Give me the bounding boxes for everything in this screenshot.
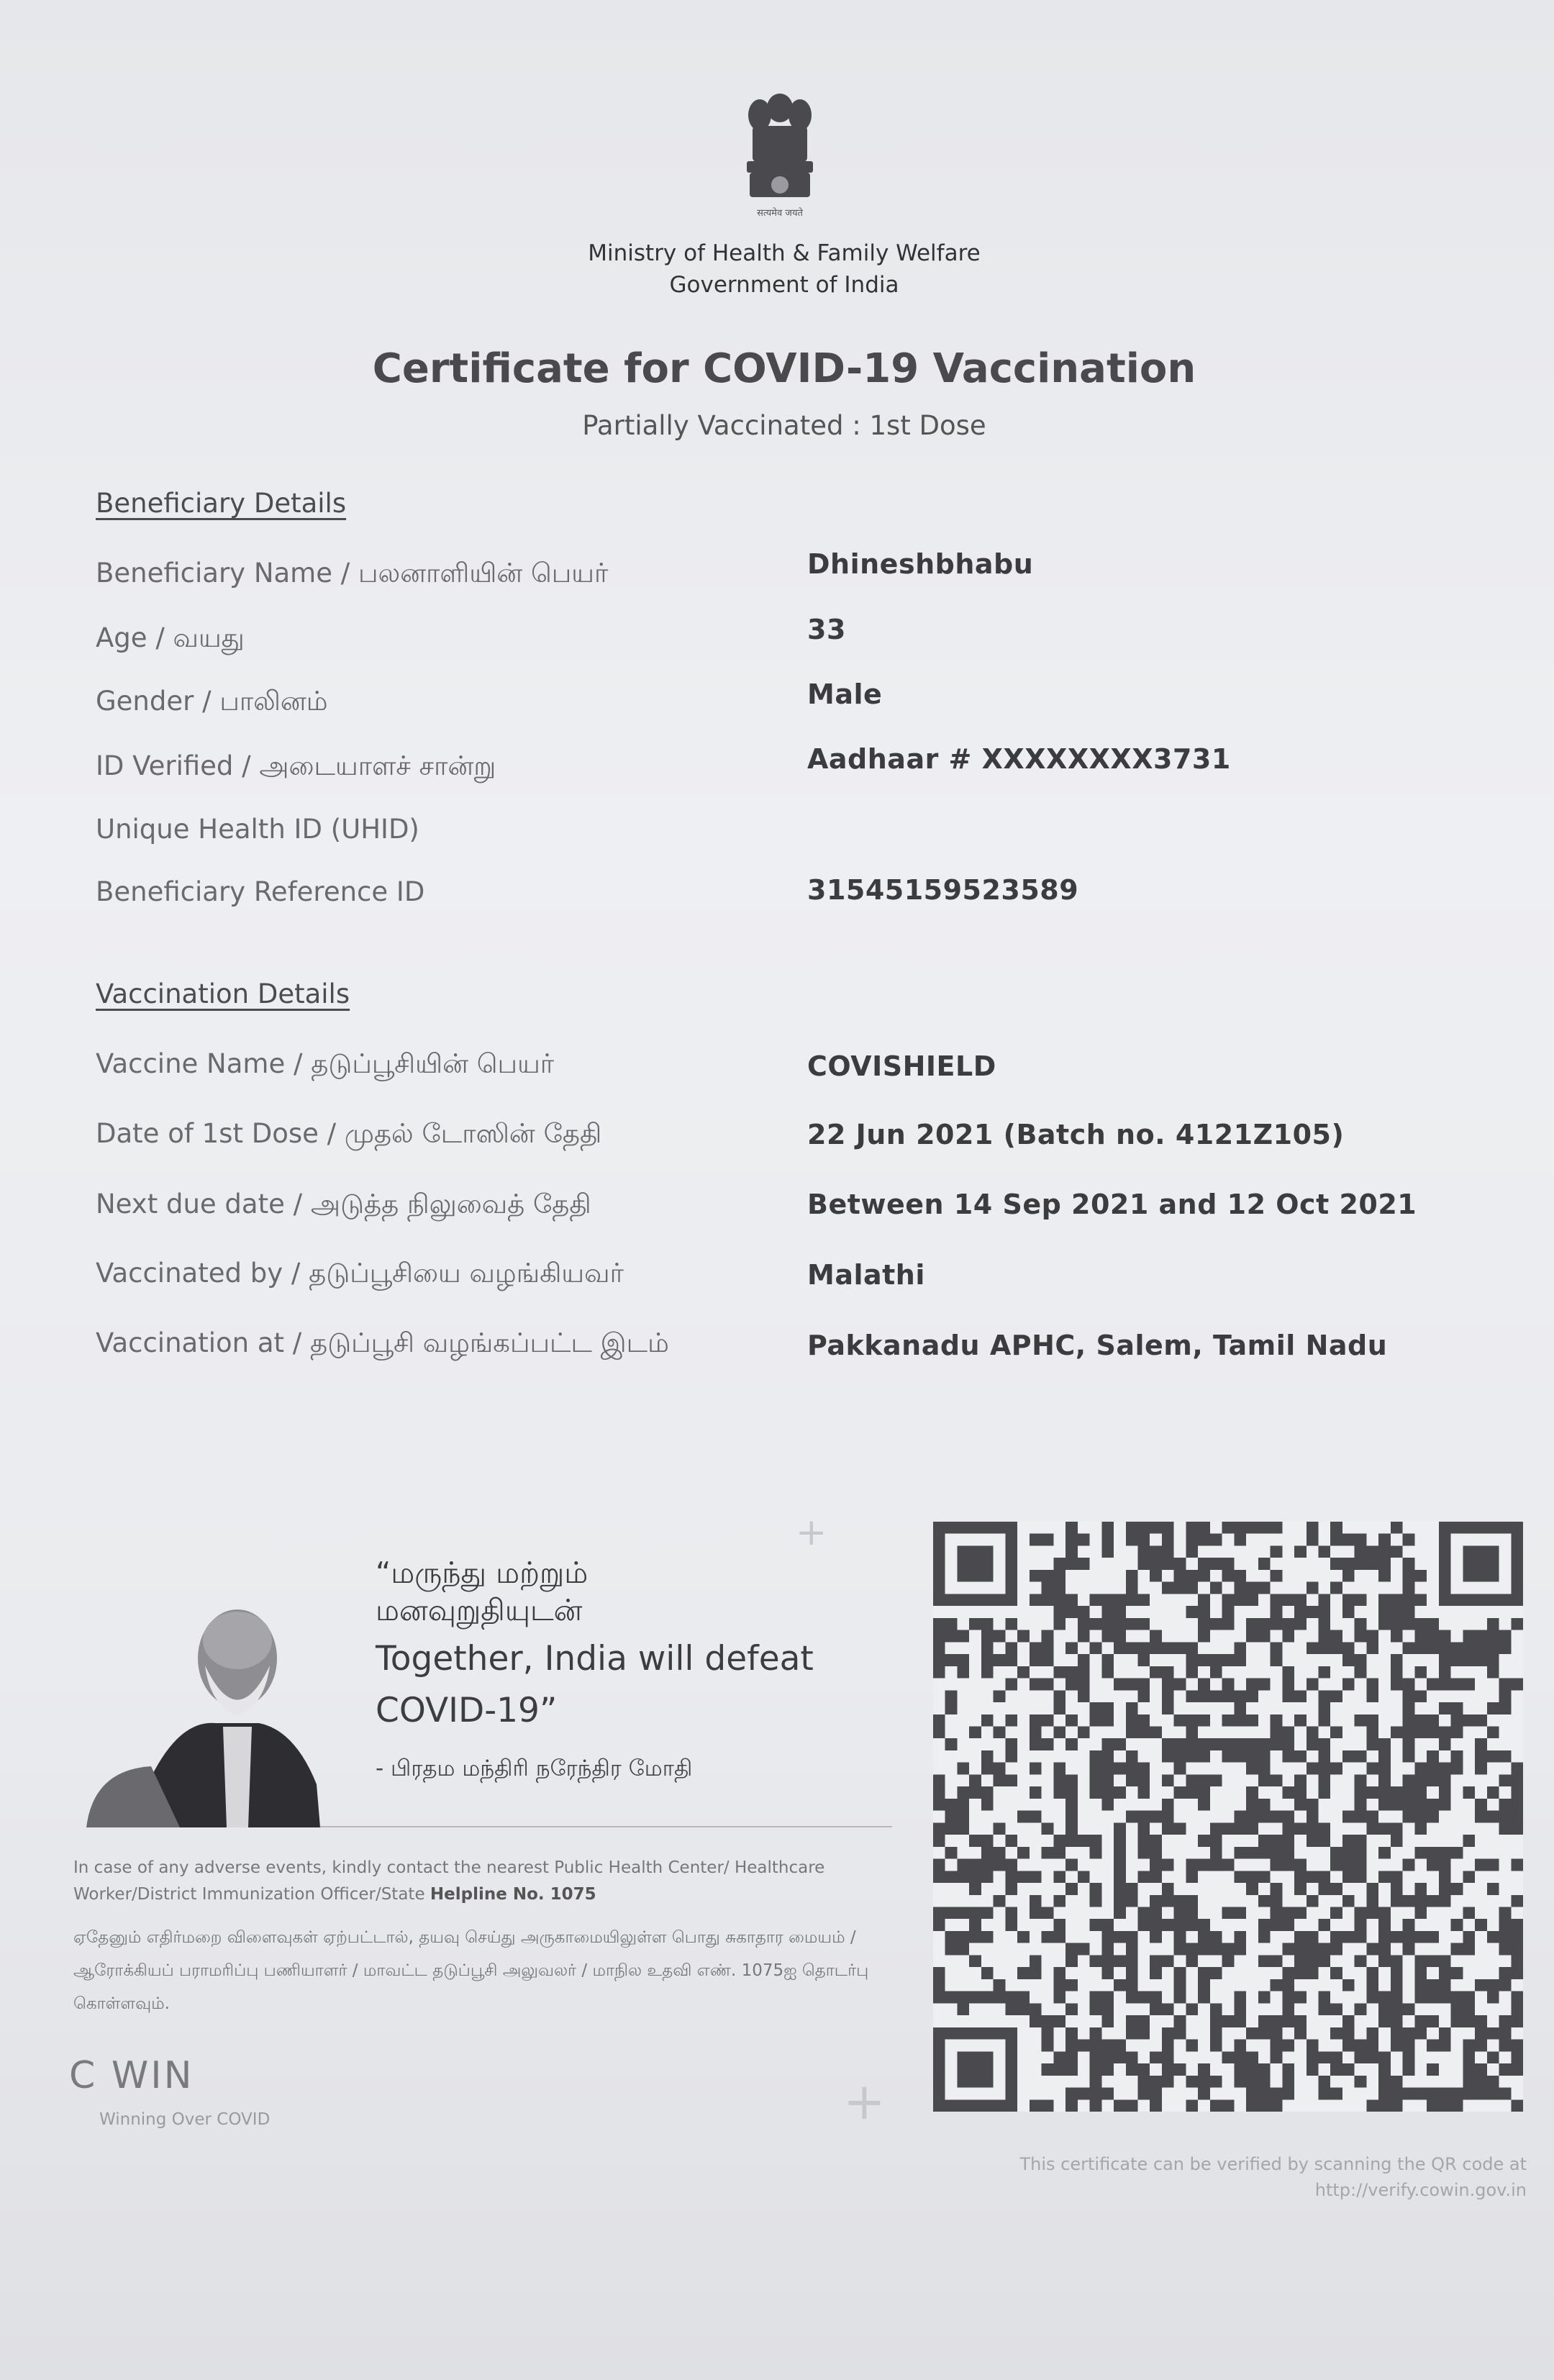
reference-id-value: 31545159523589 [807, 874, 1079, 906]
plus-mark: + [843, 2072, 886, 2131]
adverse-events-notice-tamil: ஏதேனும் எதிர்மறை விளைவுகள் ஏற்பட்டால், தயவு செய்து அருகாமையிலுள்ள பொது சுகாதார மையம் / ஆரோக்கியப் பராமரிப்பு பணியாளர் / மாவட்ட தடுப்பூசி அலுவலர் / மாநில உதவி எண். 1075ஐ தொடர்பு கொள்ளவும். [73, 1928, 869, 2013]
qr-code-icon[interactable] [930, 1522, 1526, 2112]
vaccinated-by-value: Malathi [807, 1259, 925, 1291]
adverse-events-notice: In case of any adverse events, kindly contact the nearest Public Health Center/ Healthcare Worker/District Immunization Officer/State Helpline No. 1075 [73, 1858, 825, 1904]
verification-note: This certificate can be verified by scanning the QR code at http://verify.cowin.gov.in [1019, 2154, 1527, 2200]
svg-text:सत्यमेव जयते: सत्यमेव जयते [757, 208, 803, 219]
id-verified-value: Aadhaar # XXXXXXXX3731 [807, 743, 1231, 775]
portrait-image [72, 1597, 324, 1827]
age-value: 33 [807, 614, 846, 645]
national-emblem-icon [737, 86, 823, 230]
quote-attribution: - பிரதம மந்திரி நரேந்திர மோதி [376, 1756, 693, 1781]
vaccine-name-label: Vaccine Name / தடுப்பூசியின் பெயர் [96, 1048, 555, 1079]
reference-id-label: Beneficiary Reference ID [96, 876, 425, 907]
vaccination-heading: Vaccination Details [96, 978, 350, 1009]
id-verified-label: ID Verified / அடையாளச் சான்று [96, 750, 496, 781]
ministry-name: Ministry of Health & Family Welfare Government of India [588, 240, 981, 298]
next-due-date-value: Between 14 Sep 2021 and 12 Oct 2021 [807, 1189, 1417, 1220]
vaccine-name-value: COVISHIELD [807, 1050, 996, 1082]
vaccination-at-value: Pakkanadu APHC, Salem, Tamil Nadu [807, 1330, 1388, 1361]
beneficiary-name-label: Beneficiary Name / பலனாளியின் பெயர் [96, 558, 609, 589]
uhid-label: Unique Health ID (UHID) [96, 814, 419, 845]
cowin-tagline: Winning Over COVID [99, 2110, 271, 2129]
gender-value: Male [807, 678, 883, 710]
beneficiary-name-value: Dhineshbhabu [807, 548, 1034, 580]
dose-status: Partially Vaccinated : 1st Dose [582, 410, 986, 441]
gender-label: Gender / பாலினம் [96, 686, 328, 717]
beneficiary-heading: Beneficiary Details [96, 488, 347, 519]
pm-quote: “மருந்து மற்றும் மனவுறுதியுடன் Together, India will defeat COVID-19” [376, 1555, 814, 1730]
certificate-title: Certificate for COVID-19 Vaccination [372, 345, 1196, 392]
age-label: Age / வயது [96, 622, 245, 653]
cowin-logo: C WIN [69, 2054, 194, 2097]
vaccinated-by-label: Vaccinated by / தடுப்பூசியை வழங்கியவர் [96, 1258, 624, 1289]
first-dose-date-label: Date of 1st Dose / முதல் டோஸின் தேதி [96, 1118, 602, 1149]
next-due-date-label: Next due date / அடுத்த நிலுவைத் தேதி [96, 1189, 591, 1219]
divider [320, 1826, 892, 1827]
vaccination-at-label: Vaccination at / தடுப்பூசி வழங்கப்பட்ட இடம் [96, 1327, 669, 1358]
first-dose-date-value: 22 Jun 2021 (Batch no. 4121Z105) [807, 1119, 1345, 1150]
plus-mark: + [796, 1511, 827, 1554]
